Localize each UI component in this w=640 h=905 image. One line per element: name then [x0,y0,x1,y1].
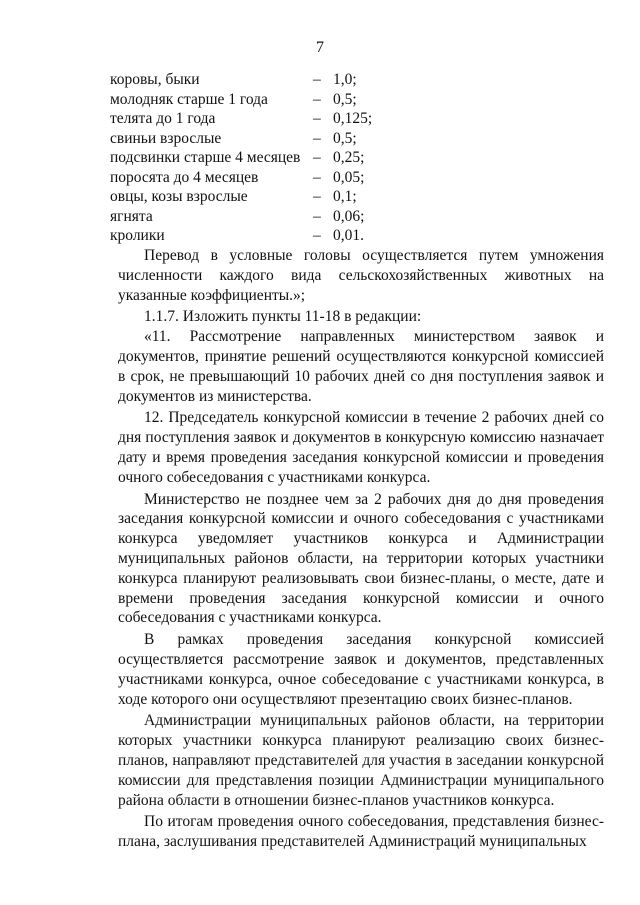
paragraph-item-11: «11. Рассмотрение направленных министерством заявок и документов, принятие решений осуществляются конкурсной комиссией в срок, не превышающий 10 рабочих дней со дня поступления заявок и документов из министерства. [118,328,604,405]
animal-name: подсвинки старше 4 месяцев [110,149,301,166]
animal-name: свиньи взрослые [110,129,222,147]
coefficient-value: 0,1; [333,188,357,205]
animal-name: телята до 1 года [110,110,216,127]
paragraph-conversion: Перевод в условные головы осуществляется путем умножения численности каждого вида сельскохозяйственных животных на указанные коэффициенты.»; [118,247,604,304]
coefficient-row [110,129,410,149]
coefficient-value: 0,5; [333,129,357,147]
coefficient-row [110,109,410,129]
dash: – [313,188,321,205]
dash: – [313,168,321,186]
paragraph-meeting-review: В рамках проведения заседания конкурсной комиссией осуществляется рассмотрение заявок и документов, представленных участниками конкурса, очное собеседование с участниками конкурса, в ходе которого они осуществляют презентацию своих бизнес-планов. [118,631,604,708]
dash: – [313,71,321,88]
animal-name: коровы, быки [110,71,200,88]
paragraph-results: По итогам проведения очного собеседования, представления бизнес-плана, заслушивания представителей Администраций муниципальных [118,813,604,851]
paragraph-ministry-notice: Министерство не позднее чем за 2 рабочих дня до дня проведения заседания конкурсной комиссии и очного собеседования с участниками конкурса уведомляет участников конкурса и Администрации муниципальных районов области, на территории которых участники конкурса планируют реализовывать свои бизнес-планы, о месте, дате и времени проведения заседания конкурсной комиссии и очного собеседования с участниками конкурса. [118,490,604,627]
coefficient-row [110,168,410,188]
dash: – [313,110,321,127]
paragraph-amendment: 1.1.7. Изложить пункты 11-18 в редакции: [144,308,422,326]
animal-name: молодняк старше 1 года [110,90,268,108]
coefficient-value: 0,25; [333,149,365,166]
dash: – [313,90,321,108]
paragraph-administrations: Администрации муниципальных районов области, на территории которых участники конкурса планируют реализацию своих бизнес-планов, направляют представителей для участия в заседании конкурсной комиссии для представления позиции Администрации муниципального района области в отношении бизнес-планов участников конкурса. [118,712,604,809]
animal-name: поросята до 4 месяцев [110,168,259,186]
dash: – [313,129,321,147]
coefficients-list [110,70,410,246]
animal-name: ягнята [110,207,153,225]
coefficient-row [110,70,410,90]
dash: – [313,149,321,166]
dash: – [313,207,321,225]
animal-name: кролики [110,227,165,244]
animal-name: овцы, козы взрослые [110,188,248,205]
coefficient-value: 0,5; [333,90,357,108]
coefficient-row [110,187,410,207]
coefficient-row [110,90,410,110]
coefficient-row [110,148,410,168]
coefficient-value: 1,0; [333,71,357,88]
coefficient-row [110,226,410,246]
coefficient-value: 0,125; [333,110,373,127]
page-number: 7 [316,39,324,56]
document-body [118,246,604,852]
coefficient-row [110,207,410,227]
coefficient-value: 0,05; [333,168,365,186]
dash: – [313,227,321,244]
coefficient-value: 0,06; [333,207,365,225]
coefficient-value: 0,01. [333,227,364,244]
paragraph-item-12: 12. Председатель конкурсной комиссии в течение 2 рабочих дней со дня поступления заявок и документов в конкурсную комиссию назначает дату и время проведения заседания конкурсной комиссии и проведения очного собеседования с участниками конкурса. [118,409,604,486]
